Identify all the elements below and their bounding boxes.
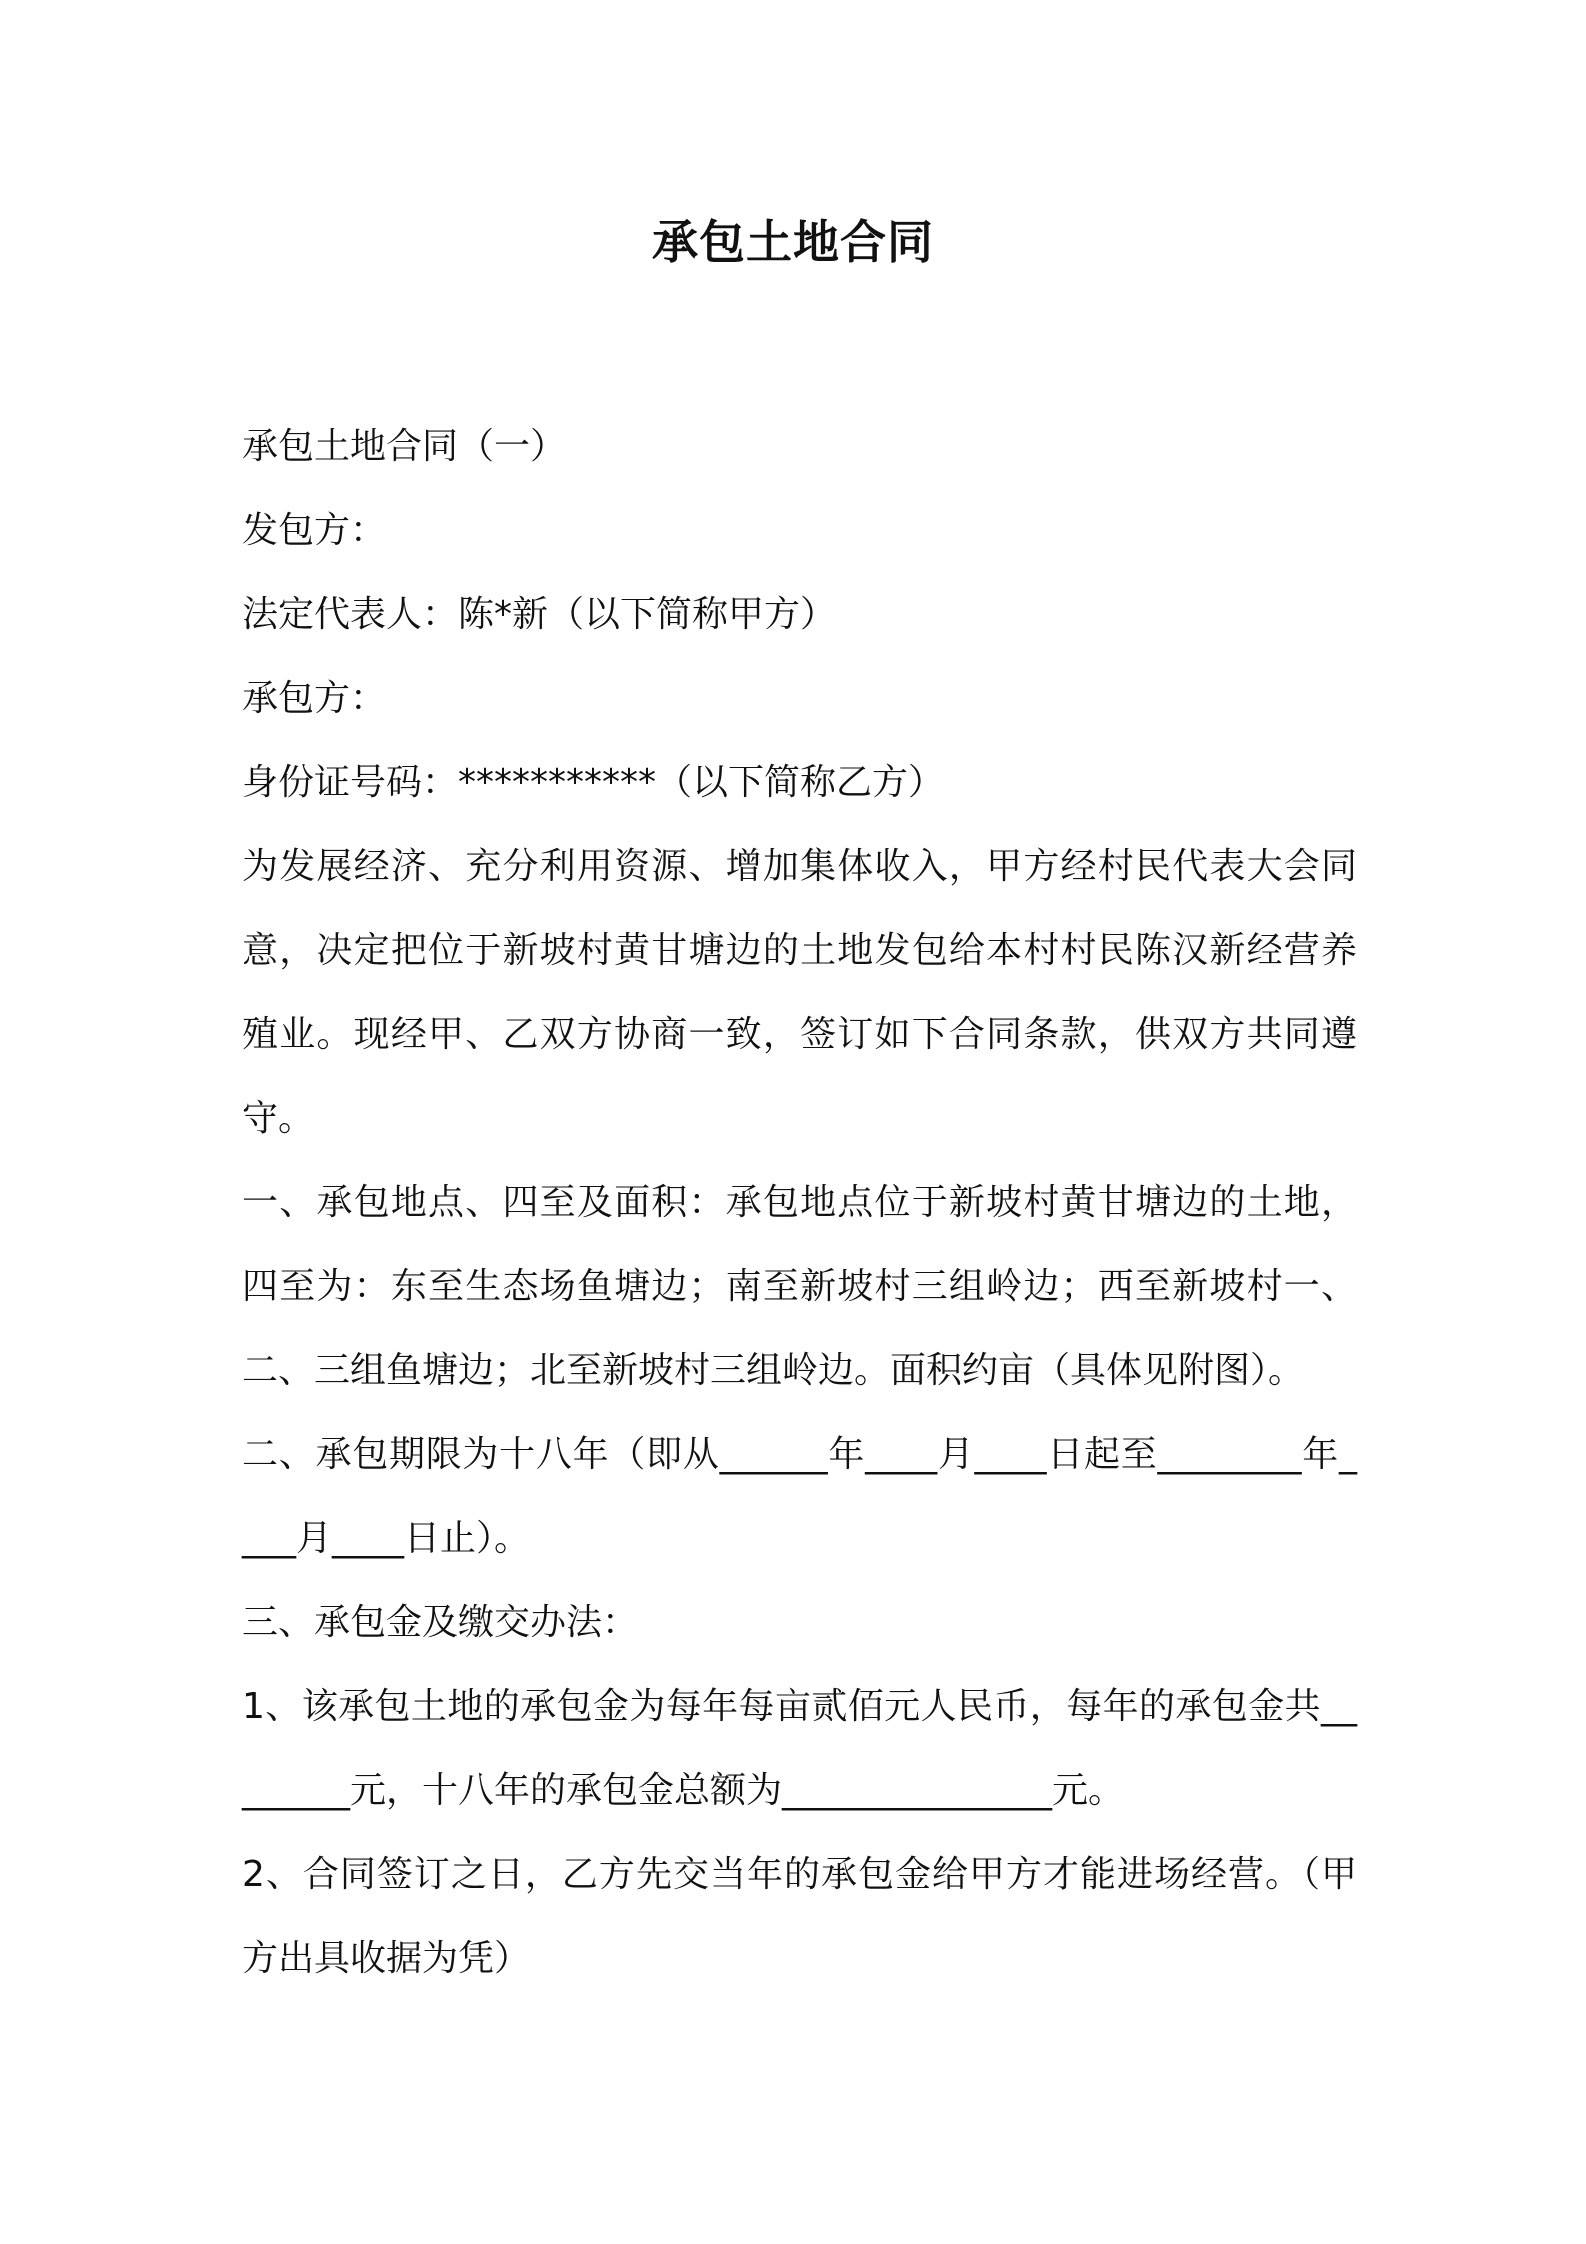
id-number: 身份证号码：***********（以下简称乙方） (242, 762, 945, 803)
legal-representative: 法定代表人：陈*新（以下简称甲方） (242, 594, 837, 635)
clause-2-term: 二、承包期限为十八年（即从______年____月____日起至________年____月____日止）。 (242, 1434, 1357, 1559)
contract-subtitle: 承包土地合同（一） (242, 426, 567, 467)
clause-3-item-1: 1、该承包土地的承包金为每年每亩贰佰元人民币，每年的承包金共________元，十八年的承包金总额为_______________元。 (242, 1686, 1357, 1811)
document-body (242, 405, 1357, 2001)
clause-1-location: 一、承包地点、四至及面积：承包地点位于新坡村黄甘塘边的土地，四至为：东至生态场鱼塘边；南至新坡村三组岭边；西至新坡村一、二、三组鱼塘边；北至新坡村三组岭边。面积约亩（具体见附图）。 (242, 1182, 1357, 1391)
party-a-label: 发包方： (242, 510, 387, 551)
clause-3-item-2: 2、合同签订之日，乙方先交当年的承包金给甲方才能进场经营。（甲方出具收据为凭） (242, 1854, 1357, 1979)
preamble-paragraph: 为发展经济、充分利用资源、增加集体收入，甲方经村民代表大会同意，决定把位于新坡村黄甘塘边的土地发包给本村村民陈汉新经营养殖业。现经甲、乙双方协商一致，签订如下合同条款，供双方共同遵守。 (242, 846, 1357, 1139)
party-b-label: 承包方： (242, 678, 387, 719)
clause-3-heading: 三、承包金及缴交办法： (242, 1602, 639, 1643)
document-title: 承包土地合同 (652, 215, 934, 269)
